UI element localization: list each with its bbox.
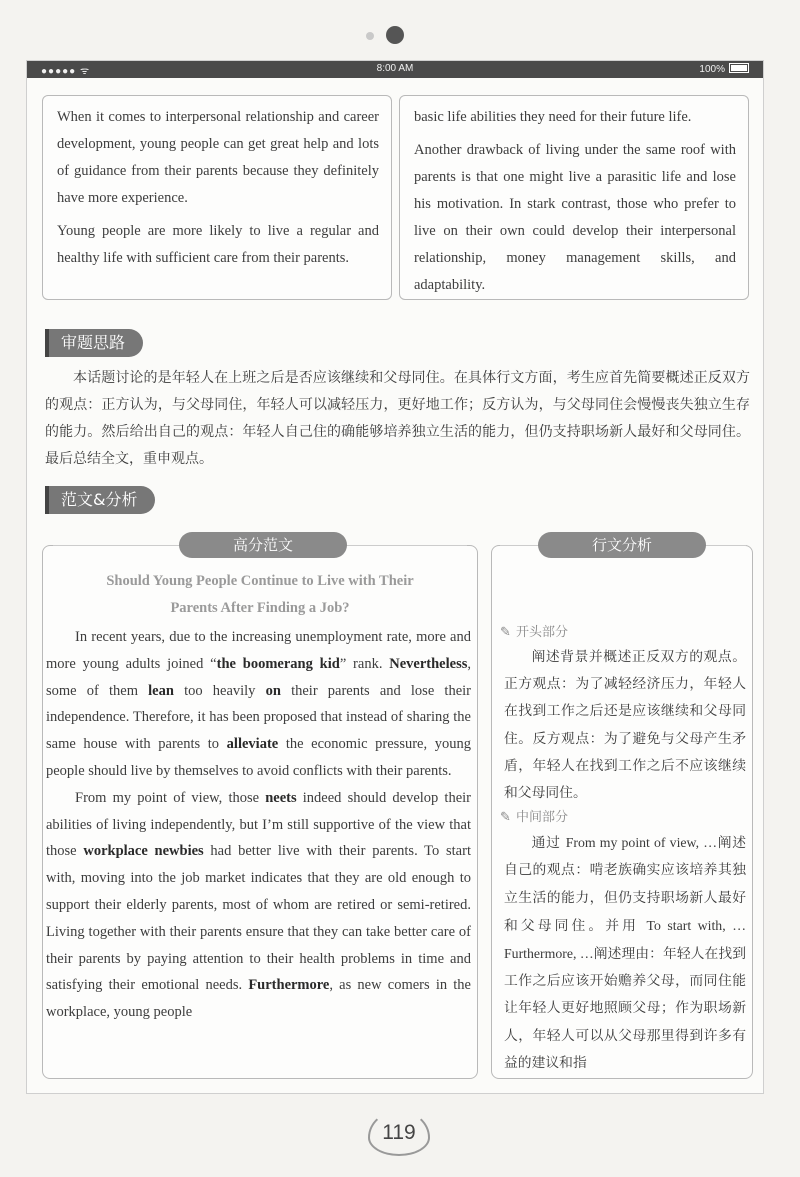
argument-box-right (399, 95, 749, 300)
analysis-content (492, 622, 752, 1077)
sensor-dot (366, 32, 374, 40)
status-time: 8:00 AM (376, 63, 414, 74)
text-run: had better live with their parents. To start with, moving into the job market indicates that they are old enough to support their elderly parents, most of whom are retired or semi-retired. Living together with their parents ensure that they can take better care of their parents by paying attention to their health problems in time and satisfying their emotional needs. (46, 843, 471, 994)
essay-label: 高分范文 (179, 532, 347, 558)
text-run: indeed should develop their abilities of living independently, but I’m still supportive of the view that those (46, 789, 472, 860)
page-number: 119 (368, 1110, 430, 1156)
text-run: too heavily (173, 682, 266, 699)
box-paragraph: When it comes to interpersonal relationship and career development, young people can get great help and lots of guidance from their parents because they definitely have more experience. (57, 109, 379, 206)
battery-percent: 100% (699, 64, 725, 75)
heading-text: 中间部分 (516, 810, 569, 826)
text-run: From my point of view, those (75, 789, 266, 806)
essay-paragraph-1 (46, 624, 471, 785)
box-paragraph: Another drawback of living under the same roof with parents is that one might live a parasitic life and lose his motivation. In stark contrast, those who prefer to live on their own could develop their interpersonal relationship, money management skills, and adaptability. (414, 142, 736, 293)
divider (500, 545, 538, 546)
text-run: , as new comers in the workplace, young people (46, 977, 471, 1021)
signal-icon: ●●●●● ᯤ (41, 66, 91, 77)
analysis-text-middle (492, 829, 752, 1077)
key-phrase: lean (148, 682, 174, 699)
analysis-heading-opening (500, 622, 752, 644)
text-run: 通过 (531, 835, 566, 852)
text-run: ” rank. (339, 655, 390, 672)
essay-body (46, 624, 471, 1026)
section-tab-sample-essay: 范文&分析 (45, 486, 155, 514)
key-phrase: on (265, 682, 281, 699)
essay-title (43, 568, 477, 622)
battery-icon (729, 63, 749, 73)
essay-title-line: Parents After Finding a Job? (170, 600, 350, 616)
key-phrase: alleviate (226, 736, 279, 753)
text-run: the economic pressure, young people should live by themselves to avoid conflicts with their parents. (46, 736, 471, 779)
section-tab-analysis-approach: 审题思路 (45, 329, 143, 357)
writing-analysis-panel (491, 536, 753, 1079)
key-phrase: the boomerang kid (216, 655, 340, 672)
box-paragraph: Young people are more likely to live a regular and healthy life with sufficient care from their parents. (57, 223, 379, 266)
divider (347, 545, 467, 546)
text-run: 阐述理由：年轻人在找到工作之后应该开始赡养父母，而同住能让年轻人更好地照顾父母；作为职场新人，年轻人可以从父母那里得到许多有益的建议和指 (504, 946, 746, 1071)
key-phrase: neets (265, 789, 297, 806)
text-run: their parents and lose their independence. Therefore, it has been proposed that instead of sharing the same house with parents to (46, 682, 471, 753)
tablet-screen (26, 60, 764, 1094)
text-run: From my point of view, … (565, 835, 717, 851)
analysis-text-opening: 阐述背景并概述正反双方的观点。正方观点：为了减轻经济压力，年轻人在找到工作之后还是应该继续和父母同住。反方观点：为了避免与父母产生矛盾，年轻人在找到工作之后不应该继续和父母同住。 (504, 649, 746, 802)
sample-essay-panel (42, 536, 478, 1079)
divider (53, 545, 179, 546)
heading-text: 开头部分 (516, 625, 569, 640)
analysis-approach-text: 本话题讨论的是年轻人在上班之后是否应该继续和父母同住。在具体行文方面，考生应首先简要概述正反双方的观点：正方认为，与父母同住，年轻人可以减轻压力，更好地工作；反方认为，与父母同住会慢慢丧失独立生存的能力。然后给出自己的观点：年轻人自己住的确能够培养独立生活的能力，但仍支持职场新人最好和父母同住。最后总结全文，重申观点。 (45, 370, 750, 467)
key-phrase: Nevertheless (389, 655, 468, 672)
essay-title-line: Should Young People Continue to Live with Their (106, 573, 414, 589)
battery-status (699, 63, 749, 75)
analysis-heading-middle (500, 807, 752, 829)
key-phrase: workplace newbies (83, 843, 204, 860)
text-run: 阐述自己的观点：啃老族确实应该培养其独立生活的能力，但仍支持职场新人最好和父母同住。并用 (504, 835, 746, 934)
status-bar (27, 61, 763, 78)
text-run: To start with, … Furthermore, … (504, 917, 746, 962)
box-paragraph: basic life abilities they need for their future life. (414, 109, 692, 125)
pen-icon: ✎ (500, 810, 511, 826)
text-run: , some of them (46, 655, 471, 699)
text-run: In recent years, due to the increasing unemployment rate, more and more young adults joined “ (46, 629, 471, 672)
key-phrase: Furthermore (248, 977, 330, 994)
argument-box-left (42, 95, 392, 300)
camera-lens (386, 26, 404, 44)
divider (706, 545, 746, 546)
pen-icon: ✎ (500, 625, 511, 640)
device-camera (362, 26, 412, 46)
essay-paragraph-2 (46, 785, 471, 1026)
analysis-label: 行文分析 (538, 532, 706, 558)
